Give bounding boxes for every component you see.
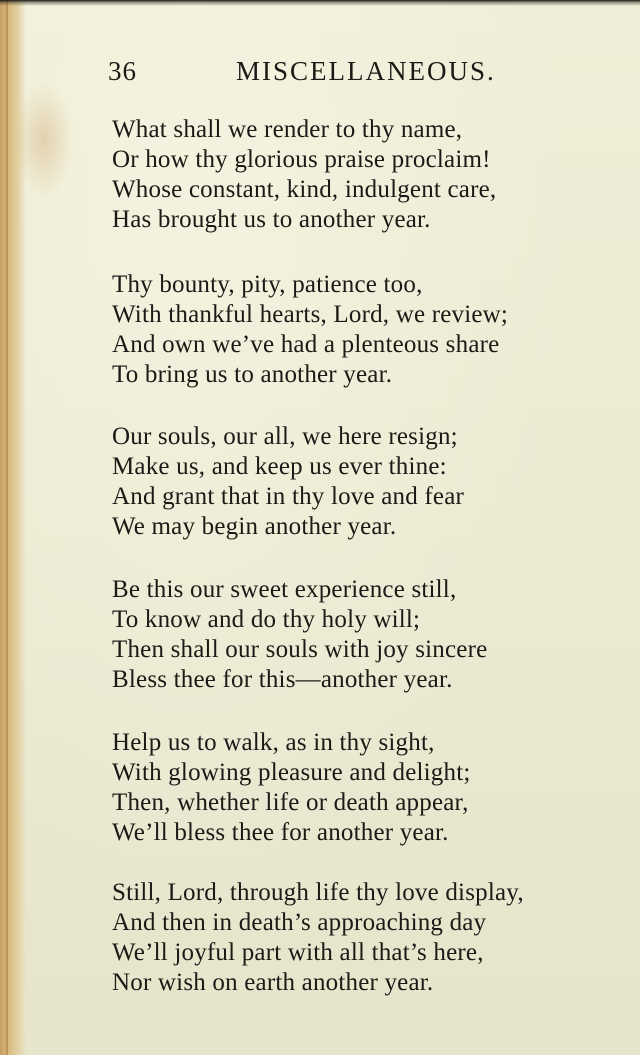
verse-line: With thankful hearts, Lord, we review; (112, 301, 509, 328)
verse-line: Then, whether life or death appear, (112, 789, 469, 816)
verse-line: Nor wish on earth another year. (112, 969, 434, 996)
verse-line: Or how thy glorious praise proclaim! (112, 146, 491, 173)
stanza-6 (112, 878, 632, 998)
stanza-5 (112, 728, 632, 848)
page-number: 36 (108, 56, 137, 86)
verse-line: Whose constant, kind, indulgent care, (112, 176, 497, 203)
verse-line: Thy bounty, pity, patience too, (112, 271, 423, 298)
stanza-4 (112, 575, 632, 695)
verse-line: Then shall our souls with joy sincere (112, 636, 488, 663)
stanza-1 (112, 115, 632, 235)
verse-line: Still, Lord, through life thy love display, (112, 879, 524, 906)
stanza-3 (112, 422, 632, 542)
page-header (0, 56, 640, 96)
verse-line: And grant that in thy love and fear (112, 483, 465, 510)
verse-line: To know and do thy holy will; (112, 606, 421, 633)
verse-line: Our souls, our all, we here resign; (112, 423, 458, 450)
verse-line: Make us, and keep us ever thine: (112, 453, 447, 480)
running-title: MISCELLANEOUS. (236, 56, 496, 86)
verse-line: We may begin another year. (112, 513, 397, 540)
verse-line: And then in death’s approaching day (112, 909, 487, 936)
verse-line: To bring us to another year. (112, 361, 393, 388)
page-top-edge (0, 0, 640, 6)
verse-line: We’ll bless thee for another year. (112, 819, 449, 846)
stanza-2 (112, 270, 632, 390)
verse-line: Be this our sweet experience still, (112, 576, 457, 603)
verse-line: We’ll joyful part with all that’s here, (112, 939, 484, 966)
verse-line: Help us to walk, as in thy sight, (112, 729, 435, 756)
verse-line: And own we’ve had a plenteous share (112, 331, 500, 358)
verse-line: Bless thee for this—another year. (112, 666, 453, 693)
paper-stain (14, 80, 74, 200)
verse-line: With glowing pleasure and delight; (112, 759, 471, 786)
page-gutter-edge (6, 0, 8, 1055)
verse-line: What shall we render to thy name, (112, 116, 463, 143)
verse-line: Has brought us to another year. (112, 206, 431, 233)
